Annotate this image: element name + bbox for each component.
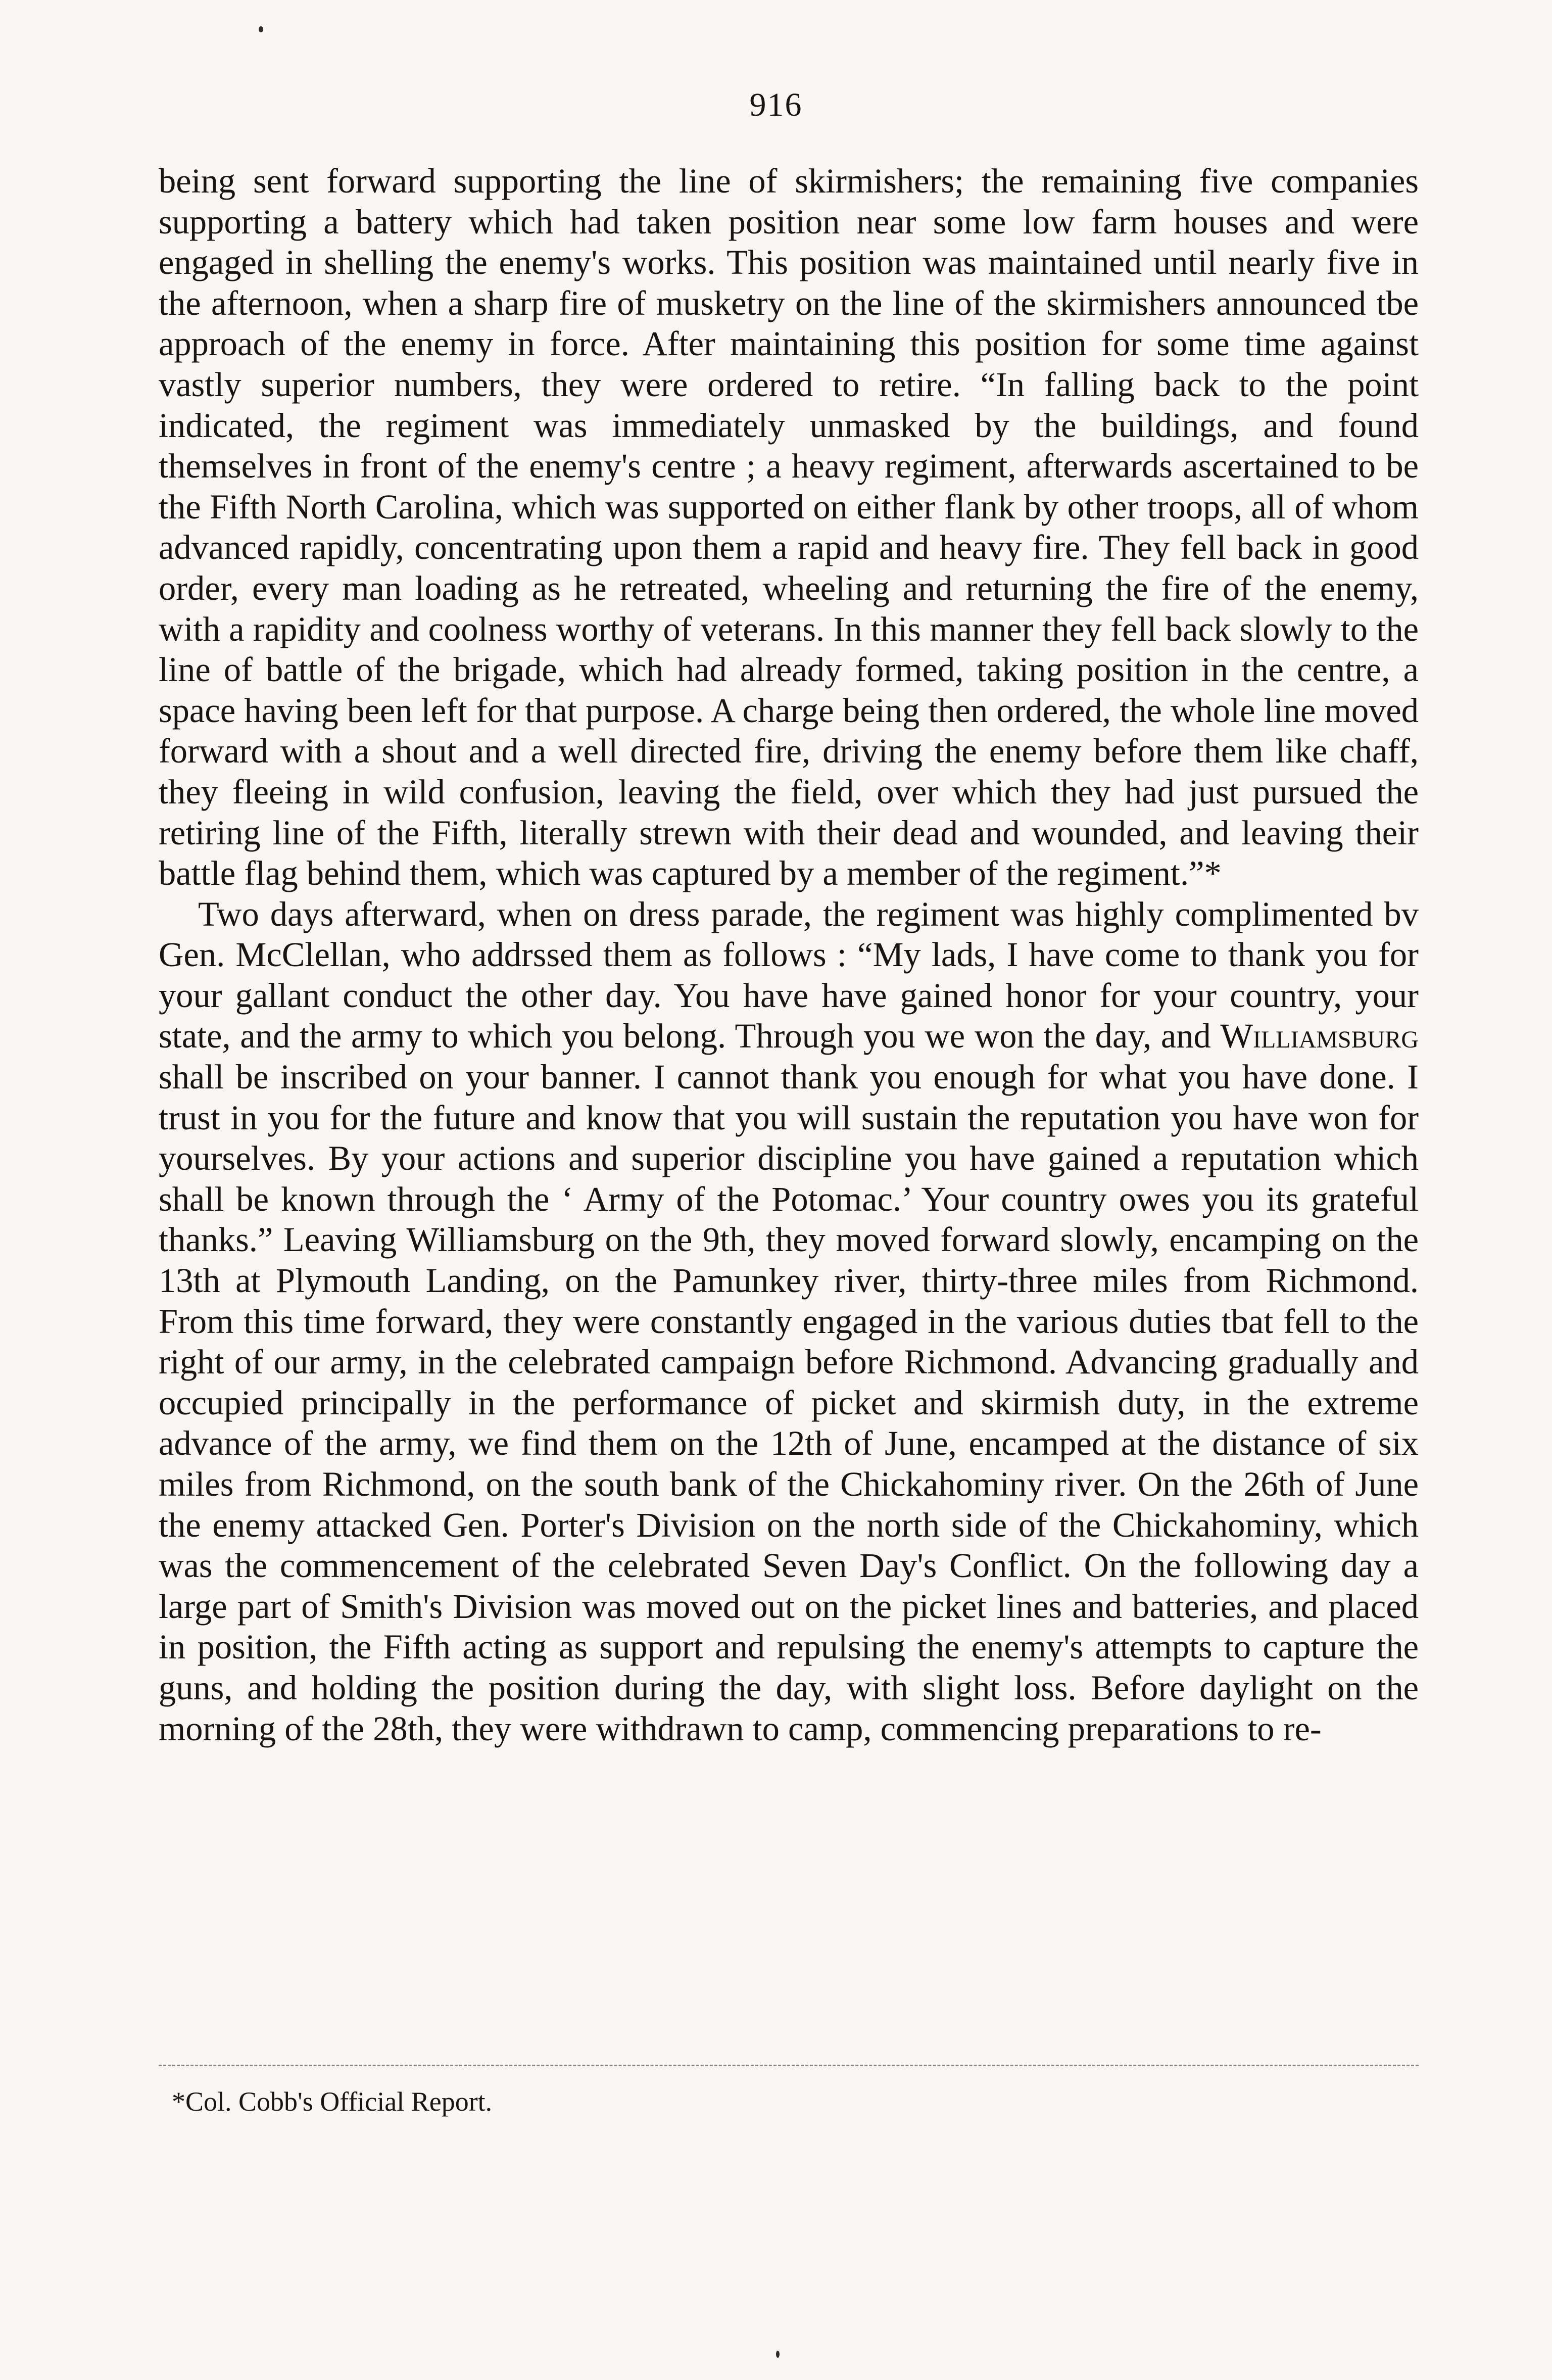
paragraph-text: shall be inscribed on your banner. I cannot thank you enough for what you have done. I trust in you for the future and know that you will sustain the reputation you have won for yourselves. By your actions and superior discipline you have gained a reputation which shall be known through the ‘ Army of the Potomac.’ Your country owes you its grateful thanks.” Leaving Williamsburg on the 9th, they moved forward slowly, encamping on the 13th at Plymouth Landing, on the Pamunkey river, thirty-three miles from Richmond. From this time forward, they were constantly engaged in the various duties tbat fell to the right of our army, in the celebrated campaign before Richmond. Advancing gradually and occupied principally in the performance of picket and skirmish duty, in the extreme advance of the army, we find them on the 12th of June, encamped at the distance of six miles from Richmond, on the south bank of the Chickahominy river. On the 26th of June the enemy attacked Gen. Porter's Division on the north side of the Chickahominy, which was the commencement of the celebrated Seven Day's Conflict. On the following day a large part of Smith's Division was moved out on the picket lines and batteries, and placed in position, the Fifth acting as support and repulsing the enemy's attempts to capture the guns, and holding the position during the day, with slight loss. Before daylight on the morning of the 28th, they were withdrawn to camp, commencing preparations to re- xyxy=(159,1058,1419,1748)
paragraph-text: being sent forward supporting the line of skirmishers; the remaining five companies supporting a battery which had taken position near some low farm houses and were engaged in shelling the enemy's works. This position was maintained until nearly five in the afternoon, when a sharp fire of musketry on the line of the skirmishers announced tbe approach of the enemy in force. After maintaining this position for some time against vastly superior numbers, they were ordered to retire. “In falling back to the point indicated, the regiment was immediately unmasked by the buildings, and found themselves in front of the enemy's centre ; a heavy regiment, afterwards ascertained to be the Fifth North Carolina, which was supported on either flank by other troops, all of whom advanced rapidly, concentrating upon them a rapid and heavy fire. They fell back in good order, every man loading as he retreated, wheeling and returning the fire of the enemy, with a rapidity and coolness worthy of veterans. In this manner they fell back slowly to the line of battle of the brigade, which had already formed, taking position in the centre, a space having been left for that purpose. A charge being then ordered, the whole line moved forward with a shout and a well directed fire, driving the enemy before them like chaff, they fleeing in wild confusion, leaving the field, over which they had just pursued the retiring line of the Fifth, literally strewn with their dead and wounded, and leaving their battle flag behind them, which was captured by a member of the regiment.”* xyxy=(159,162,1419,893)
paragraph-1 xyxy=(159,161,1419,894)
ink-speck xyxy=(776,2351,780,2358)
small-caps-word: Williamsburg xyxy=(1220,1017,1419,1056)
paragraph-2 xyxy=(159,894,1419,1749)
page-number: 916 xyxy=(749,86,803,123)
ink-speck xyxy=(259,26,263,32)
body-text xyxy=(159,161,1419,1749)
footnote: *Col. Cobb's Official Report. xyxy=(172,2086,493,2117)
footnote-divider xyxy=(159,2065,1419,2066)
paragraph-text: Two days afterward, when on dress parade, the regiment was highly complimented bv Gen. McClellan, who addrssed them as follows : “My lads, I have come to thank you for your gallant conduct the other day. You have have gained honor for your country, your state, and the army to which you belong. Through you we won the day, and xyxy=(159,894,1419,1056)
